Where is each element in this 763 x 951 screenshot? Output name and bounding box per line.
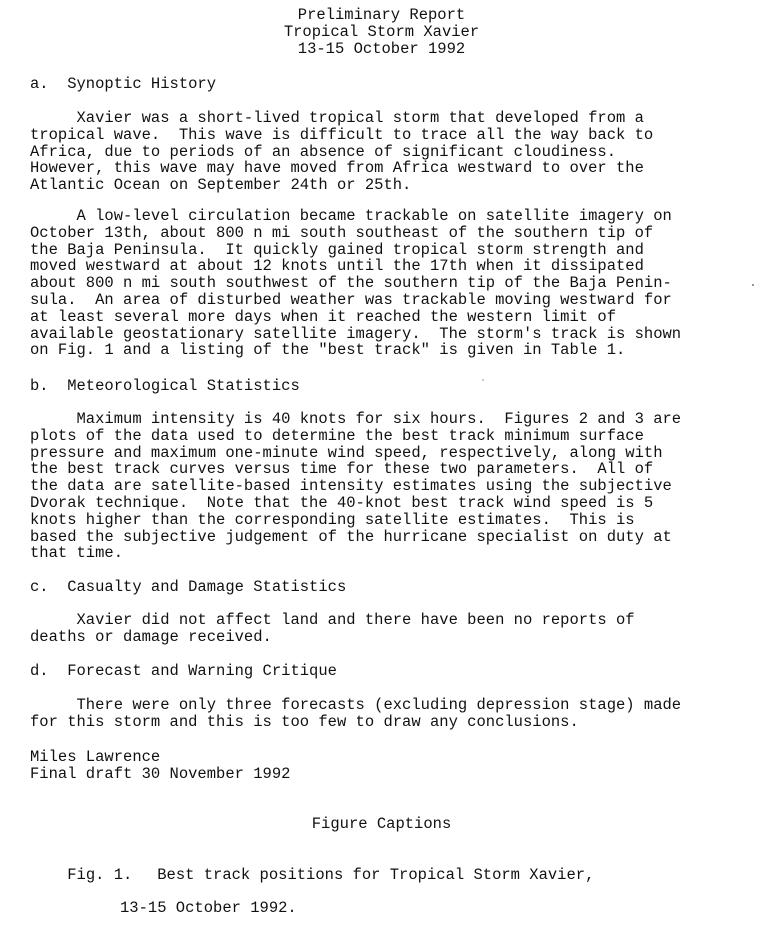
text-line: Maximum intensity is 40 knots for six hours. Figures 2 and 3 are (30, 410, 682, 428)
text-line: that time. (30, 544, 124, 563)
section-b-heading: b. Meteorological Statistics (30, 377, 300, 395)
text-line: the best track curves versus time for these two parameters. All of (30, 460, 654, 479)
text-line: the Baja Peninsula. It quickly gained tropical storm strength and (30, 240, 644, 259)
text-line: Atlantic Ocean on September 24th or 25th. (30, 176, 412, 195)
section-a-heading: a. Synoptic History (30, 75, 217, 93)
report-dates: 13-15 October 1992 (297, 40, 466, 58)
text-line: plots of the data used to determine the best track minimum surface (30, 426, 644, 445)
text-line: tropical wave. This wave is difficult to trace all the way back to (30, 125, 654, 144)
text-line: moved westward at about 12 knots until the 17th when it dissipated (30, 257, 644, 276)
text-line: based the subjective judgement of the hurricane specialist on duty at (30, 527, 672, 546)
scan-speck (752, 284, 754, 286)
text-line: Xavier was a short-lived tropical storm that developed from a (30, 109, 644, 127)
figure-captions-heading: Figure Captions (311, 815, 452, 833)
text-line: Africa, due to periods of an absence of significant cloudiness. (30, 142, 616, 161)
figure-caption-text-cont: 13-15 October 1992. (120, 899, 297, 918)
text-line: knots higher than the corresponding satellite estimates. This is (30, 510, 635, 529)
text-line: There were only three forecasts (excluding depression stage) made (30, 696, 682, 714)
text-line: October 13th, about 800 n mi south southeast of the southern tip of (30, 223, 654, 242)
text-line: Dvorak technique. Note that the 40-knot best track wind speed is 5 (30, 493, 654, 512)
section-c-paragraph-1 (30, 612, 730, 646)
text-line: Xavier did not affect land and there have been no reports of (30, 611, 635, 629)
author-name: Miles Lawrence (30, 748, 161, 766)
storm-name: Tropical Storm Xavier (283, 23, 480, 41)
section-a-paragraph-2 (30, 208, 730, 359)
text-line: However, this wave may have moved from Africa westward to over the (30, 159, 644, 178)
text-line: for this storm and this is too few to draw any conclusions. (30, 712, 579, 731)
section-d-paragraph-1 (30, 697, 730, 731)
draft-date: Final draft 30 November 1992 (30, 765, 291, 783)
figure-number: Fig. 1. (67, 865, 133, 884)
text-line: deaths or damage received. (30, 627, 272, 646)
section-d-heading: d. Forecast and Warning Critique (30, 662, 337, 680)
section-c-heading: c. Casualty and Damage Statistics (30, 578, 347, 596)
text-line: sula. An area of disturbed weather was trackable moving westward for (30, 290, 672, 309)
text-line: on Fig. 1 and a listing of the "best track" is given in Table 1. (30, 341, 626, 360)
figure-caption-text: Best track positions for Tropical Storm Xavier, (157, 865, 595, 884)
figure-1-caption (30, 850, 594, 951)
scan-speck (482, 379, 484, 381)
text-line: A low-level circulation became trackable on satellite imagery on (30, 207, 672, 225)
section-b-paragraph-1 (30, 411, 730, 562)
section-a-paragraph-1 (30, 110, 730, 194)
text-line: at least several more days when it reached the western limit of (30, 307, 616, 326)
report-title: Preliminary Report (297, 6, 466, 24)
text-line: about 800 n mi south southwest of the southern tip of the Baja Penin- (30, 274, 672, 293)
text-line: the data are satellite-based intensity estimates using the subjective (30, 477, 672, 496)
text-line: available geostationary satellite imagery. The storm's track is shown (30, 324, 682, 343)
text-line: pressure and maximum one-minute wind speed, respectively, along with (30, 443, 663, 462)
